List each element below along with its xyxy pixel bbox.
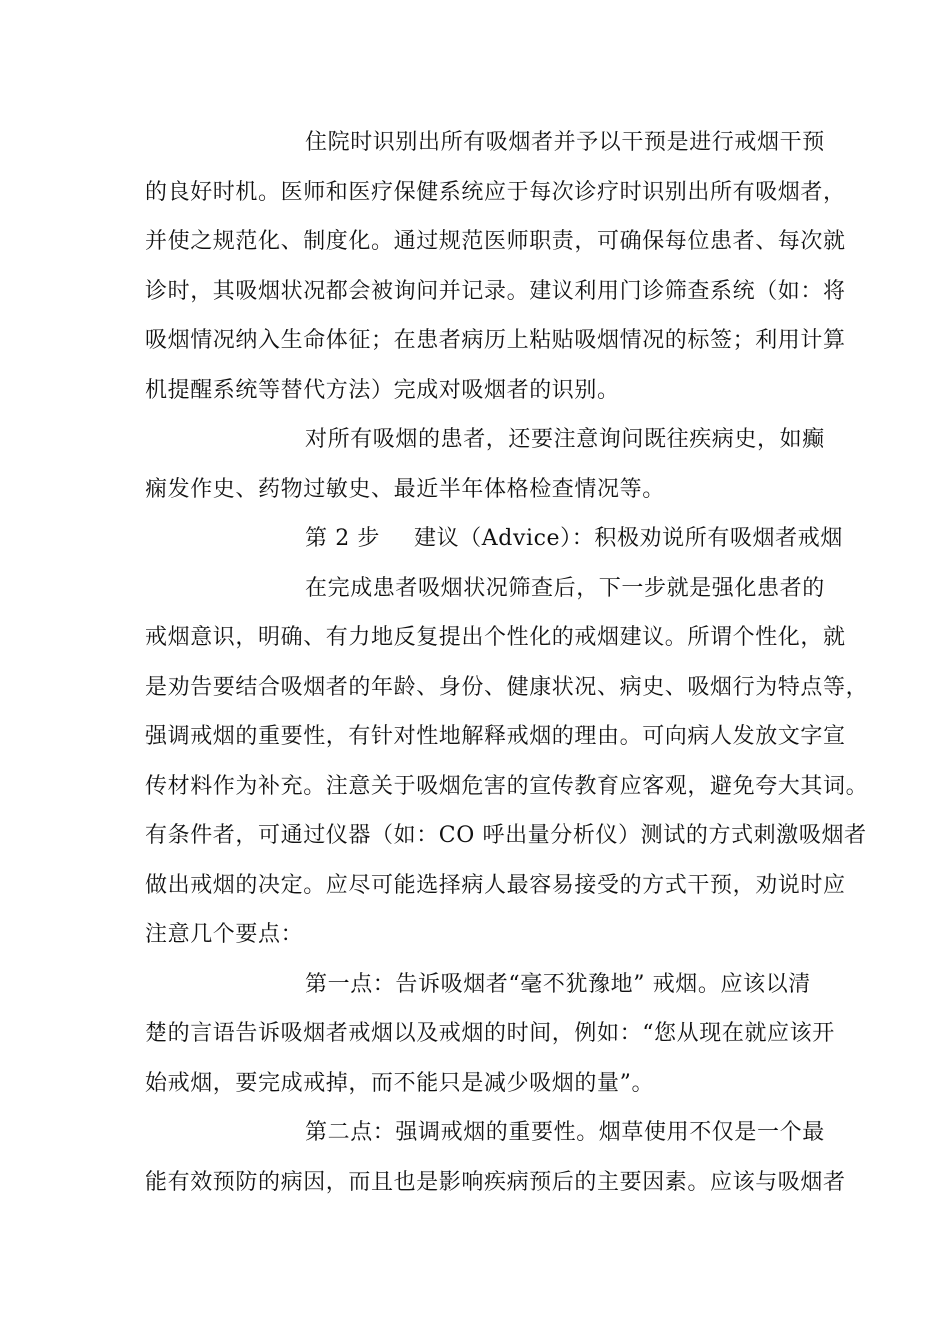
paragraph-line: 第二点：强调戒烟的重要性。烟草使用不仅是一个最 — [305, 1120, 825, 1145]
paragraph-line: 机提醒系统等替代方法）完成对吸烟者的识别。 — [145, 377, 620, 403]
step-label: 第 2 步 — [305, 526, 380, 551]
paragraph-line: 戒烟意识，明确、有力地反复提出个性化的戒烟建议。所谓个性化，就 — [145, 625, 846, 650]
paragraph-line: 对所有吸烟的患者，还要注意询问既往疾病史，如癫 — [305, 427, 825, 452]
paragraph-5 — [145, 1108, 846, 1207]
step-heading — [145, 514, 843, 564]
paragraph-line: 诊时，其吸烟状况都会被询问并记录。建议利用门诊筛查系统（如：将 — [145, 278, 846, 304]
paragraph-1 — [145, 118, 846, 415]
paragraph-line: 住院时识别出所有吸烟者并予以干预是进行戒烟干预 — [305, 130, 825, 155]
paragraph-line: 痫发作史、药物过敏史、最近半年体格检查情况等。 — [145, 476, 665, 502]
paragraph-2 — [145, 415, 825, 514]
paragraph-line: 是劝告要结合吸烟者的年龄、身份、健康状况、病史、吸烟行为特点等， — [145, 674, 869, 700]
paragraph-line: 注意几个要点： — [145, 922, 304, 947]
paragraph-line: 第一点：告诉吸烟者“毫不犹豫地” 戒烟。应该以清 — [305, 971, 811, 997]
paragraph-line: 能有效预防的病因，而且也是影响疾病预后的主要因素。应该与吸烟者 — [145, 1169, 846, 1195]
paragraph-line: 楚的言语告诉吸烟者戒烟以及戒烟的时间，例如：“您从现在就应该开 — [145, 1021, 835, 1046]
paragraph-line: 强调戒烟的重要性，有针对性地解释戒烟的理由。可向病人发放文字宣 — [145, 724, 846, 749]
paragraph-line: 传材料作为补充。注意关于吸烟危害的宣传教育应客观，避免夸大其词。 — [145, 773, 869, 799]
paragraph-line: 在完成患者吸烟状况筛查后，下一步就是强化患者的 — [305, 575, 825, 601]
paragraph-line: 并使之规范化、制度化。通过规范医师职责，可确保每位患者、每次就 — [145, 229, 846, 254]
document-body — [145, 118, 869, 1207]
paragraph-4 — [145, 960, 835, 1109]
paragraph-line: 做出戒烟的决定。应尽可能选择病人最容易接受的方式干预，劝说时应 — [145, 872, 846, 898]
step-title: 建议（Advice）：积极劝说所有吸烟者戒烟 — [413, 526, 843, 551]
paragraph-line: 的良好时机。医师和医疗保健系统应于每次诊疗时识别出所有吸烟者， — [145, 179, 846, 205]
paragraph-line: 始戒烟，要完成戒掉，而不能只是减少吸烟的量”。 — [145, 1070, 655, 1096]
paragraph-line: 吸烟情况纳入生命体征；在患者病历上粘贴吸烟情况的标签；利用计算 — [145, 328, 846, 353]
paragraph-3 — [145, 564, 869, 960]
paragraph-line: 有条件者，可通过仪器（如：CO 呼出量分析仪）测试的方式刺激吸烟者 — [145, 823, 867, 848]
